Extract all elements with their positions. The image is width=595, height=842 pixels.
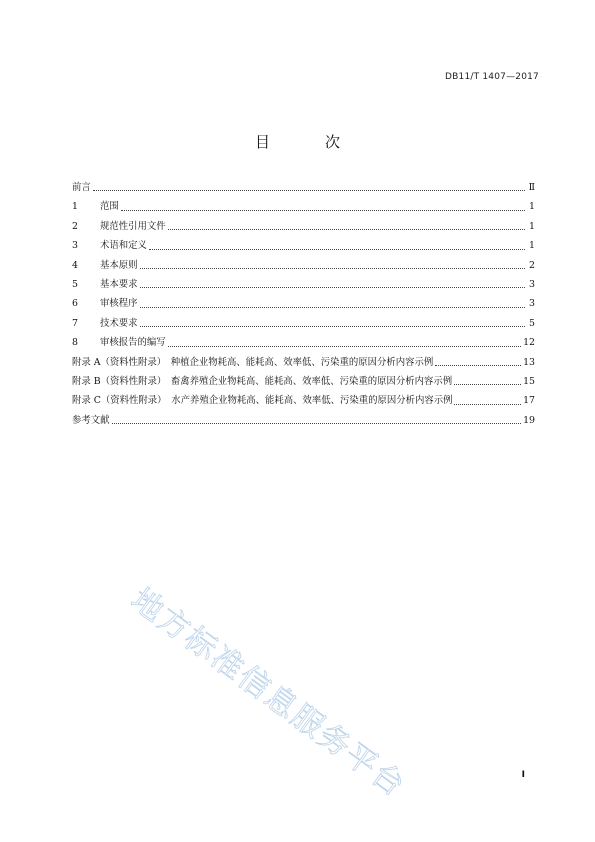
toc-entry-8[interactable] (72, 333, 535, 352)
toc-section-number: 1 (72, 201, 78, 213)
toc-section-number: 3 (72, 240, 78, 252)
toc-leader (454, 403, 521, 405)
toc-entry-label: 范围 (100, 201, 119, 213)
toc-entry-foreword[interactable] (72, 178, 535, 197)
toc-leader (93, 189, 525, 191)
toc-entry-label: 术语和定义 (100, 240, 147, 252)
table-of-contents (72, 178, 535, 430)
toc-page-number: 1 (529, 220, 535, 232)
watermark: 地方标准信息服务平台 (124, 581, 413, 805)
toc-entry-label: 基本要求 (100, 278, 138, 290)
toc-entry-label: 审核程序 (100, 298, 138, 310)
toc-page-number: 5 (529, 317, 535, 329)
toc-leader (168, 228, 525, 230)
toc-page-number: Ⅱ (528, 182, 535, 193)
toc-leader (140, 267, 525, 269)
toc-entry-references[interactable] (72, 411, 535, 430)
toc-entry-label: 附录 C（资料性附录） 水产养殖企业物耗高、能耗高、效率低、污染重的原因分析内容示例 (72, 395, 453, 407)
toc-leader (168, 345, 521, 347)
toc-page-number: 3 (529, 278, 535, 290)
toc-entry-appendix-c[interactable] (72, 391, 535, 410)
toc-page-number: 13 (523, 356, 535, 368)
toc-page-number: 19 (523, 414, 535, 426)
toc-page-number: 17 (523, 395, 535, 407)
toc-section-number: 2 (72, 220, 78, 232)
toc-entry-label: 审核报告的编写 (100, 337, 166, 349)
toc-entry-label: 规范性引用文件 (100, 220, 166, 232)
toc-leader (112, 422, 522, 424)
toc-entry-1[interactable] (72, 197, 535, 216)
toc-page-number: 2 (529, 259, 535, 271)
toc-entry-3[interactable] (72, 236, 535, 255)
toc-entry-appendix-a[interactable] (72, 353, 535, 372)
toc-leader (140, 325, 525, 327)
page-number: I (521, 770, 525, 780)
toc-page-number: 1 (529, 201, 535, 213)
toc-page-number: 15 (523, 375, 535, 387)
toc-section-number: 4 (72, 259, 78, 271)
toc-page-number: 12 (523, 337, 535, 349)
toc-section-number: 8 (72, 337, 78, 349)
standard-code: DB11/T 1407—2017 (445, 72, 539, 82)
toc-entry-label: 附录 B（资料性附录） 畜禽养殖企业物耗高、能耗高、效率低、污染重的原因分析内容示例 (72, 375, 453, 387)
toc-entry-2[interactable] (72, 217, 535, 236)
toc-entry-label: 前言 (72, 182, 91, 193)
toc-entry-label: 附录 A（资料性附录） 种植企业物耗高、能耗高、效率低、污染重的原因分析内容示例 (72, 356, 434, 368)
toc-leader (435, 364, 521, 366)
toc-section-number: 6 (72, 298, 78, 310)
toc-leader (121, 209, 525, 211)
toc-entry-label: 参考文献 (72, 414, 110, 426)
toc-entry-4[interactable] (72, 256, 535, 275)
toc-leader (140, 306, 525, 308)
toc-leader (454, 383, 521, 385)
toc-page-number: 3 (529, 298, 535, 310)
toc-section-number: 7 (72, 317, 78, 329)
toc-entry-label: 基本原则 (100, 259, 138, 271)
toc-leader (149, 248, 525, 250)
toc-entry-5[interactable] (72, 275, 535, 294)
page-title: 目 次 (254, 133, 360, 151)
toc-section-number: 5 (72, 278, 78, 290)
toc-entry-appendix-b[interactable] (72, 372, 535, 391)
toc-entry-7[interactable] (72, 314, 535, 333)
toc-entry-label: 技术要求 (100, 317, 138, 329)
toc-entry-6[interactable] (72, 294, 535, 313)
toc-leader (140, 286, 525, 288)
toc-page-number: 1 (529, 240, 535, 252)
